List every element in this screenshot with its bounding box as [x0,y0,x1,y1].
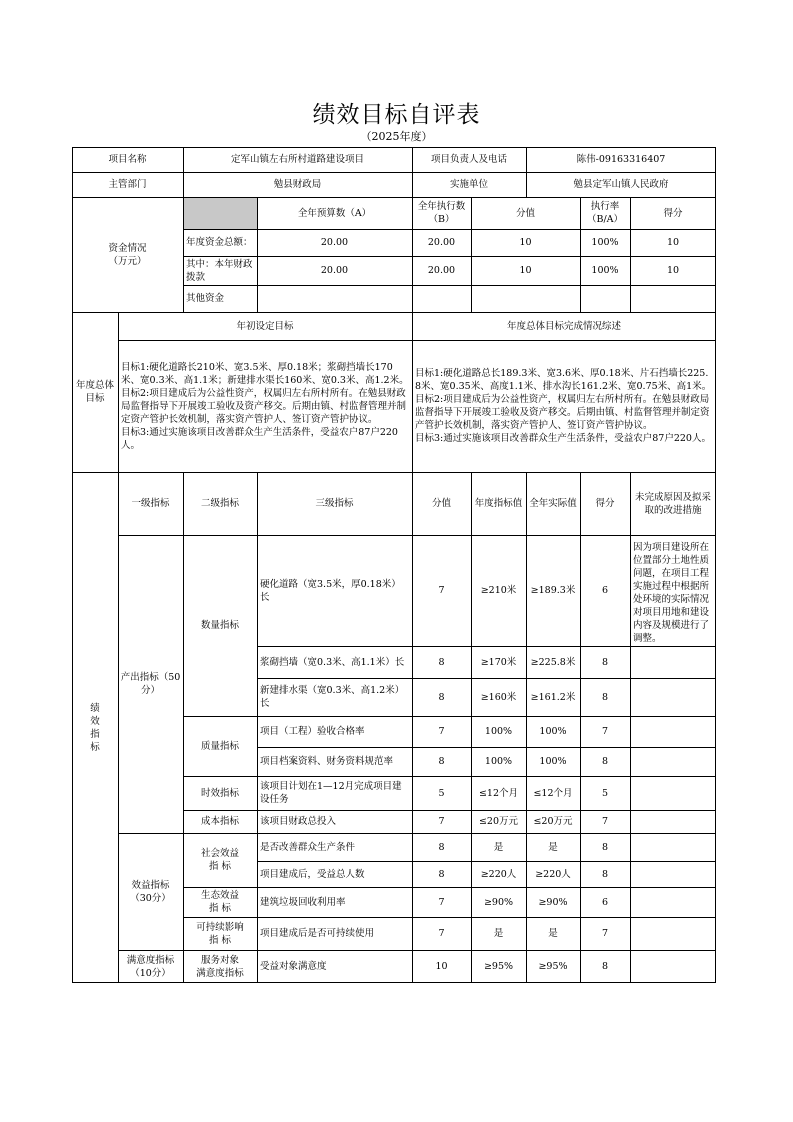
indicator-actual: ≥220人 [535,868,571,880]
l2-service-satisfaction: 服务对象 满意度指标 [196,954,244,979]
page-title: 绩效目标自评表 [312,102,481,128]
indicator-target: ≤12个月 [478,787,519,799]
indicator-value: 8 [438,841,445,853]
fund-row-rate: 100% [591,237,619,248]
perf-reason-header: 未完成原因及拟采取的改进措施 [634,491,711,516]
indicator-reason [630,678,716,716]
indicator-target: 100% [484,726,513,737]
indicator-name: 是否改善群众生产条件 [260,841,356,853]
indicator-reason [630,887,716,917]
fund-row-label: 其中：本年财政拨款 [186,258,253,283]
indicator-target: ≤20万元 [478,816,519,827]
l1-benefit: 效益指标 （30分） [130,879,171,904]
l2-quantity: 数量指标 [200,620,239,631]
impl-unit: 勉县定军山镇人民政府 [573,179,669,190]
fund-row-label: 其他资金 [186,293,225,304]
funds-budget-header: 全年预算数（A） [297,207,372,219]
owner-contact: 陈伟-09163316407 [576,154,666,165]
l1-satisfaction: 满意度指标 （10分） [126,954,175,979]
indicator-score: 5 [601,787,609,799]
indicator-actual: ≥225.8米 [530,656,576,668]
fund-row-score: 10 [666,265,680,276]
perf-value-header: 分值 [431,498,451,509]
indicator-name: 浆砌挡墙（宽0.3米、高1.1米）长 [260,656,405,668]
indicator-score: 8 [601,656,609,668]
l2-social: 社会效益 指 标 [200,848,239,872]
fund-row-rate: 100% [591,265,619,276]
indicator-target: 100% [484,756,513,767]
goals-done-header: 年度总体目标完成情况综述 [506,320,621,332]
perf-label: 绩 效 指 标 [90,702,100,753]
indicator-value: 7 [438,585,445,596]
indicator-actual: 是 [548,841,558,853]
indicator-value: 8 [438,691,445,703]
indicator-score: 8 [601,691,609,703]
funds-score-header: 得分 [663,207,683,219]
perf-score-header: 得分 [595,498,615,509]
indicator-actual: ≥161.2米 [530,691,576,703]
indicator-actual: ≥90% [538,896,568,908]
year-subtitle: （2025年度） [360,130,433,143]
indicator-value: 8 [438,656,445,668]
indicator-score: 7 [601,816,609,827]
indicator-actual: 100% [539,726,567,737]
indicator-target: ≥220人 [480,868,517,880]
indicator-score: 8 [601,961,609,972]
impl-label: 实施单位 [449,179,488,190]
indicator-value: 7 [438,896,445,908]
indicator-target: ≥160米 [480,691,517,703]
funds-exec-header: 全年执行数 （B） [417,201,466,225]
indicator-value: 8 [438,756,445,767]
indicator-actual: 是 [548,928,558,939]
indicator-score: 8 [601,841,609,853]
indicator-reason: 因为项目建设所在位置部分土地性质问题，在项目工程实施过程中根据所处环境的实际情况对项目用地和建设内容及规模进行了调整。 [633,542,710,644]
l2-cost: 成本指标 [200,816,239,827]
indicator-target: ≥95% [483,961,514,972]
indicator-actual: ≤12个月 [533,787,573,799]
perf-target-header: 年度指标值 [474,498,523,509]
l2-sustainability: 可持续影响 指 标 [196,921,244,946]
indicator-actual: 100% [539,756,567,767]
funds-label: 资金情况 （万元） [108,242,147,267]
indicator-score: 8 [601,868,609,880]
indicator-score: 6 [601,896,609,908]
indicator-reason [630,716,716,747]
goals-set-text: 目标1:硬化道路长210米、宽3.5米、厚0.18米；浆砌挡墙长170米、宽0.3米、高1.1米；新建排水渠长160米、宽0.3米、高1.2米。 目标2:项目建成后为公益性资产，权属归左右所村所有。在勉县财政局监督指导下开展竣工验收及资产移交。后期由镇、村监督管理并制定资产管护长效机制，落实资产管护人、签订资产管护协议。 目标3:通过实施该项目改善群众生产生活条件，受益农户87户220人。 [121,361,409,451]
l1-output: 产出指标（50分） [120,672,181,696]
goals-set-header: 年初设定目标 [236,320,294,332]
indicator-name: 项目（工程）验收合格率 [260,726,365,737]
fund-row-budget: 20.00 [320,237,349,248]
l2-quality: 质量指标 [200,740,239,752]
fund-row-exec: 20.00 [427,237,456,248]
indicator-name: 建筑垃圾回收利用率 [260,896,346,908]
indicator-name: 硬化道路（宽3.5米，厚0.18米）长 [260,578,401,603]
indicator-actual: ≥95% [538,961,568,972]
goals-done-text: 目标1:硬化道路总长189.3米、宽3.6米、厚0.18米、片石挡墙长225.8米、宽0.35米、高度1.1米、排水沟长161.2米、宽0.75米、高1米。 目标2:项目建成后为公益性资产，权属归左右所村所有。在勉县财政局监督指导下开展竣工验收及资产移交。后期由镇、村监督管理并制定资产管护长效机制，落实资产管护人、签订资产管护协议。 目标3:通过实施该项目改善群众生产生活条件，受益农户87户220人。 [415,368,712,444]
indicator-name: 该项目财政总投入 [260,816,337,827]
dept-label: 主管部门 [108,179,147,190]
indicator-reason [630,861,716,887]
indicator-target: 是 [493,841,504,853]
fund-row-value: 10 [519,265,532,276]
fund-row-label: 年度资金总额： [186,237,253,248]
indicator-reason [630,747,716,776]
indicator-name: 项目建成后是否可持续使用 [260,928,375,939]
l2-ecological: 生态效益 指 标 [200,890,239,914]
funds-rate-header: 执行率 （B/A） [586,201,624,225]
indicator-reason [630,646,716,678]
project-name: 定军山镇左右所村道路建设项目 [230,154,364,165]
indicator-value: 8 [438,868,445,880]
indicator-actual: ≤20万元 [533,816,573,827]
goals-label: 年度总体目标 [76,380,115,404]
project-name-label: 项目名称 [108,154,147,165]
indicator-target: ≥170米 [480,656,517,668]
indicator-score: 7 [601,928,609,939]
indicator-target: ≥90% [483,896,514,908]
indicator-actual: ≥189.3米 [530,585,576,596]
indicator-value: 7 [438,726,445,737]
indicator-name: 该项目计划在1—12月完成项目建设任务 [260,781,402,805]
indicator-value: 10 [435,961,448,972]
owner-label: 项目负责人及电话 [430,154,507,165]
indicator-name: 新建排水渠（宽0.3米、高1.2米）长 [260,685,405,709]
indicator-name: 项目建成后，受益总人数 [260,868,365,880]
indicator-value: 7 [438,816,445,827]
dept: 勉县财政局 [273,179,322,190]
indicator-value: 7 [438,928,445,939]
indicator-reason [630,833,716,861]
perf-actual-header: 全年实际值 [529,498,577,509]
l2-time: 时效指标 [200,787,239,799]
indicator-target: 是 [493,928,504,939]
indicator-score: 6 [601,585,609,596]
indicator-score: 8 [601,756,609,767]
fund-row-score: 10 [666,237,680,248]
indicator-reason [630,776,716,810]
perf-l1-header: 一级指标 [131,498,170,509]
indicator-reason [630,917,716,950]
indicator-reason [630,950,716,983]
funds-value-header: 分值 [515,207,535,219]
indicator-name: 受益对象满意度 [260,961,327,972]
indicator-name: 项目档案资料、财务资料规范率 [260,756,394,767]
fund-row-exec: 20.00 [427,265,456,276]
perf-l2-header: 二级指标 [200,498,239,509]
fund-row-budget: 20.00 [320,265,349,276]
indicator-score: 7 [601,726,609,737]
perf-l3-header: 三级指标 [315,498,354,509]
fund-row-value: 10 [519,237,532,248]
indicator-value: 5 [438,787,445,799]
indicator-reason [630,810,716,833]
indicator-target: ≥210米 [480,585,517,596]
